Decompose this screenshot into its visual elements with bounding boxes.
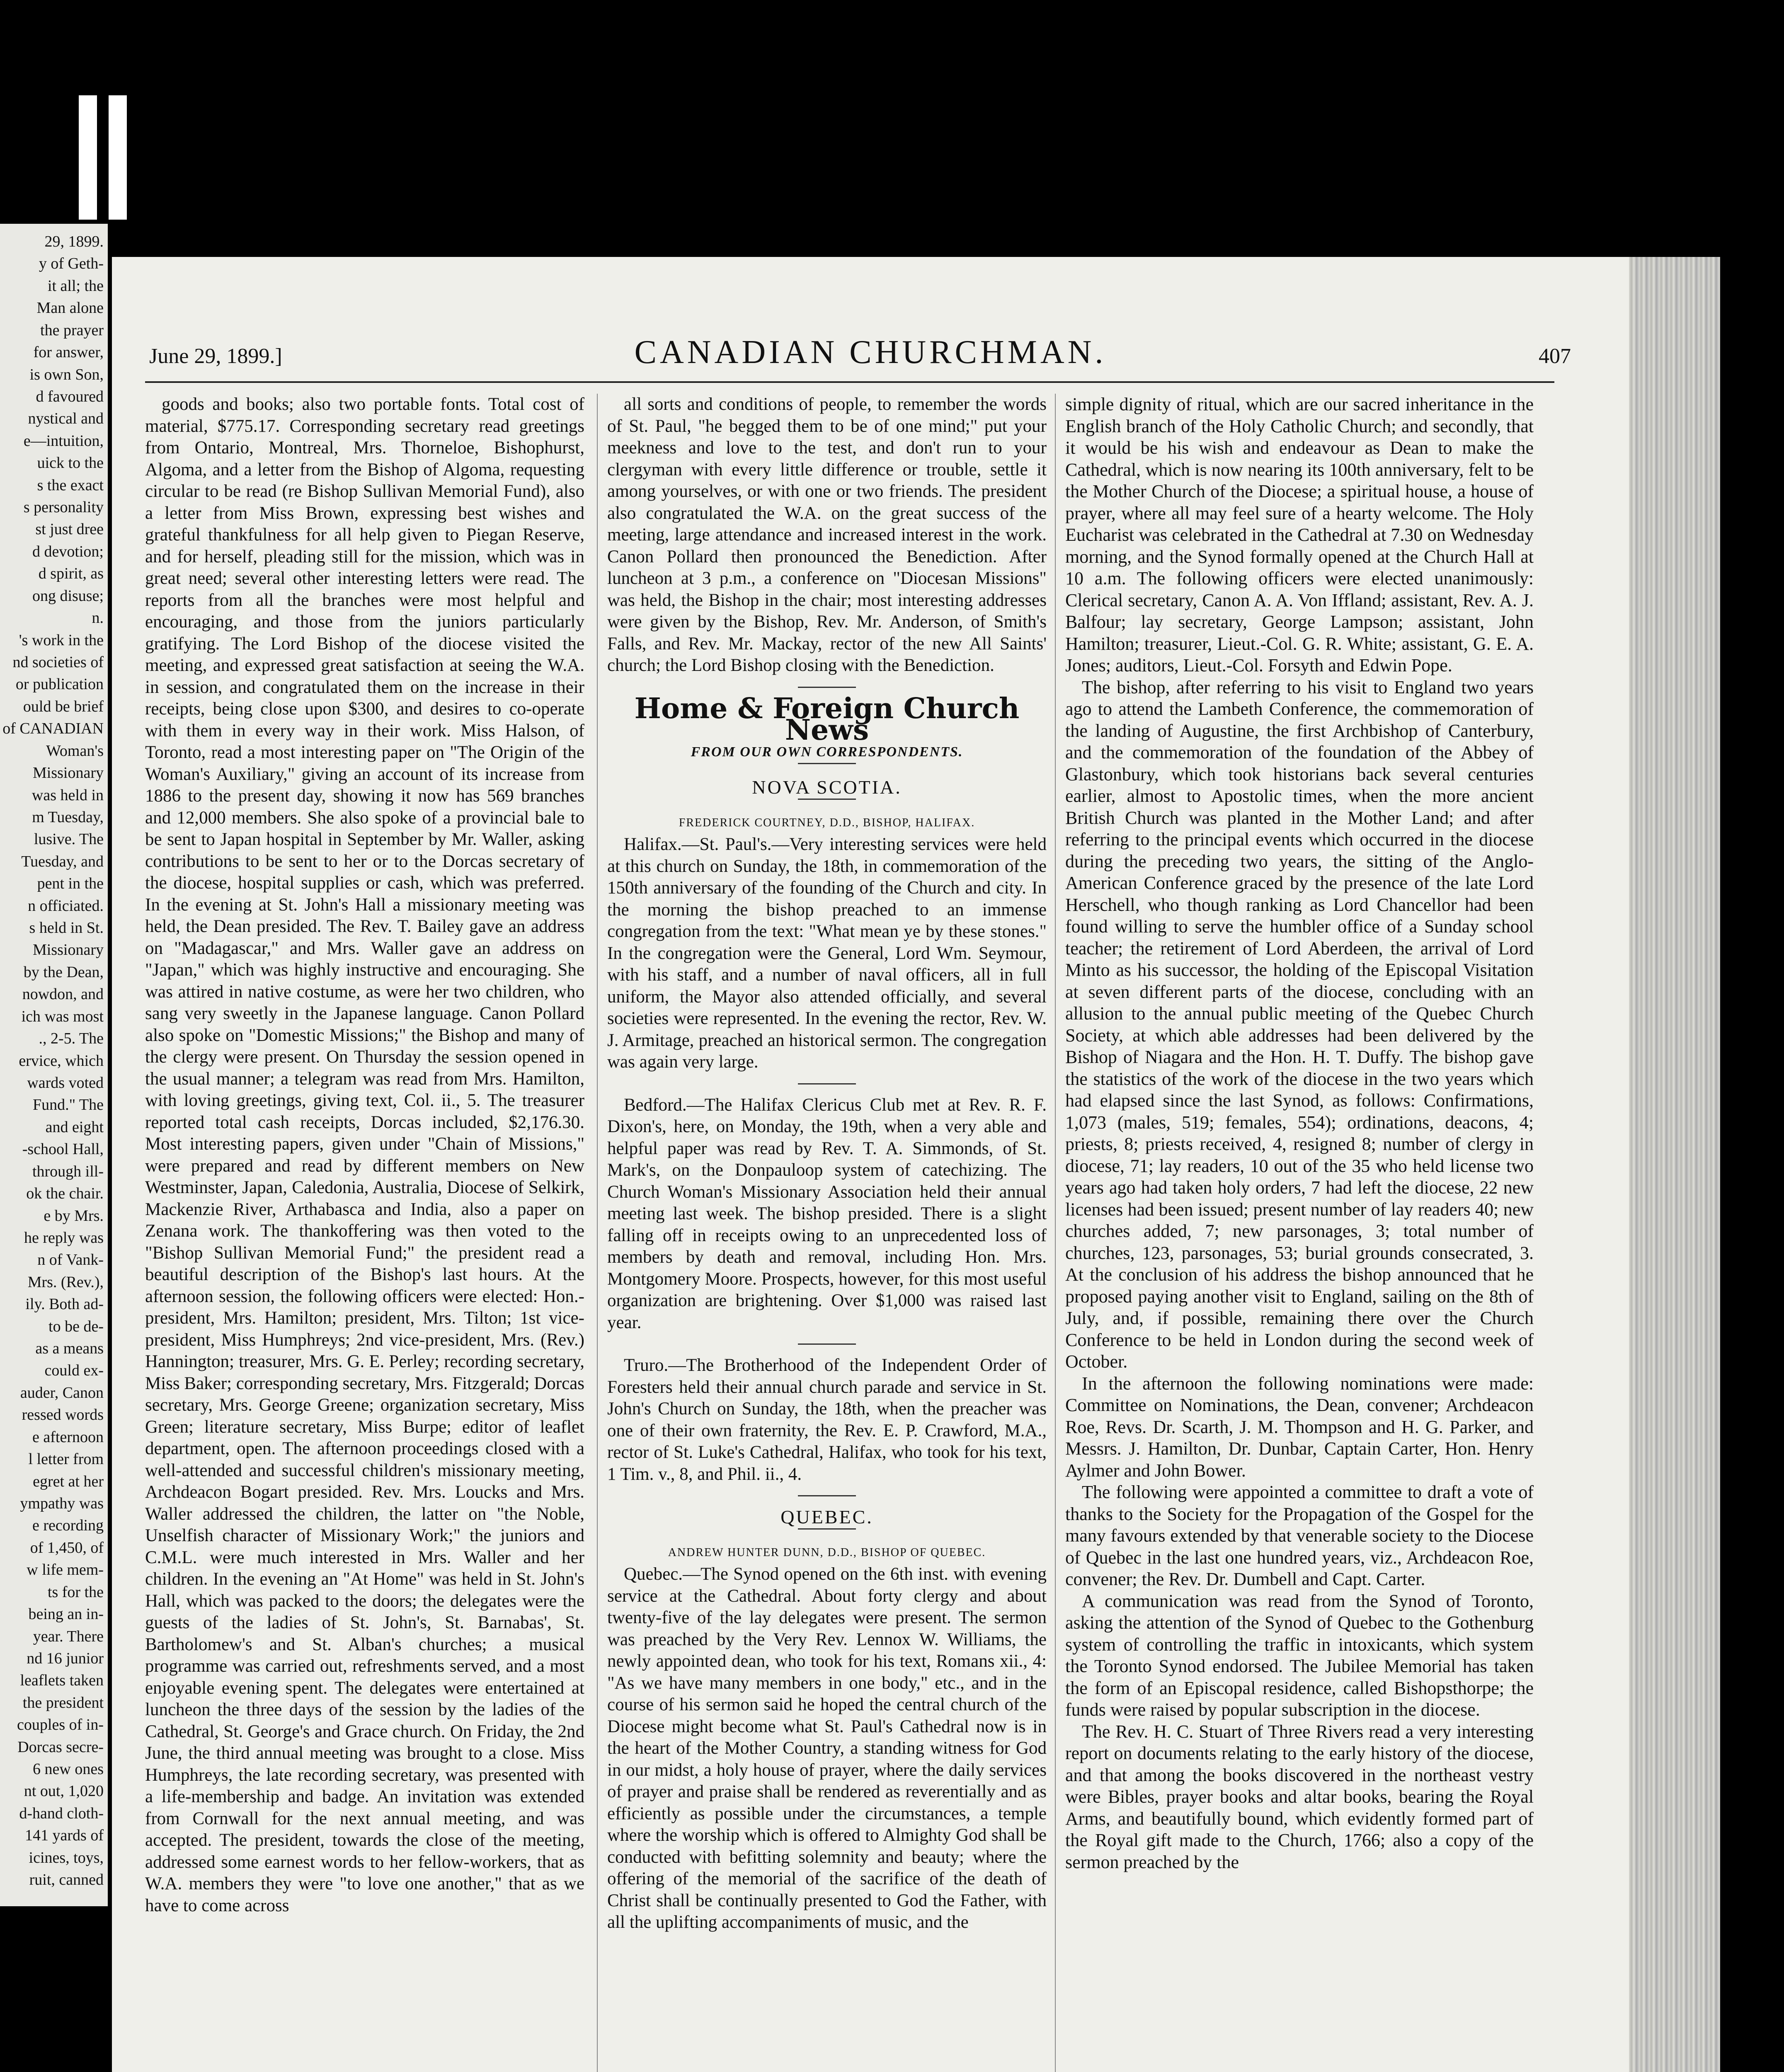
fragment-line: being an in-: [28, 1605, 104, 1623]
fragment-line: lusive. The: [34, 830, 104, 848]
fragment-line: e recording: [32, 1517, 104, 1535]
fragment-line: icines, toys,: [29, 1849, 104, 1866]
fragment-line: n.: [92, 609, 104, 627]
fragment-line: ervice, which: [19, 1052, 104, 1070]
page-number: 407: [1539, 344, 1571, 368]
fragment-line: nystical and: [28, 410, 104, 428]
section-rule: [798, 763, 856, 764]
fragment-line: nd societies of: [12, 654, 104, 671]
fragment-line: 's work in the: [19, 631, 104, 649]
fragment-line: e by Mrs.: [44, 1207, 104, 1225]
fragment-line: uick to the: [37, 454, 104, 472]
article-text: The bishop, after referring to his visit to England two years ago to attend the Lambeth Conference, the commemoration of the landing of Augustine, the first Archbishop of Canterbury, and the commemoration of the foundation of the Abbey of Glastonbury, which took historians back several centuries earlier, almost to Apostolic times, when the more ancient British Church was planted in the Mother Land; and after referring to the principal events which occurred in the diocese during the preceding two years, the sitting of the Anglo-American Conference graced by the presence of the late Lord Herschell, who though ranking as Lord Chancellor had been found willing to serve the humbler office of a Sunday school teacher; the retirement of Lord Aberdeen, the arrival of Lord Minto as his successor, the holding of the Episcopal Visitation at seven different parts of the diocese, concluding with an allusion to the annual public meeting of the Quebec Church Society, at which able addresses had been delivered by the Bishop of Niagara and the Hon. H. T. Duffy. The bishop gave the statistics of the work of the diocese in the two years which had elapsed since the last Synod, as follows: Confirmations, 1,073 (males, 519; females, 554); ordinations, deacons, 4; priests, 8; priests received, 4, resigned 8; number of clergy in diocese, 71; lay readers, 10 out of the 35 who held license two years ago had taken holy orders, 7 had left the diocese, 22 new licenses had been issued; present number of lay readers 40; new churches added, 7; new parsonages, 3; total number of churches, 123, parsonages, 53; burial grounds consecrated, 3. At the conclusion of his address the bishop announced that he proposed paying another visit to England, sailing on the 8th of July, and, if possible, remaining there over the Church Conference to be held in London during the second week of October.: [1065, 677, 1534, 1372]
page-edge-stack: [1629, 257, 1720, 2072]
fragment-line: and eight: [45, 1118, 104, 1136]
fragment-line: nowdon, and: [22, 985, 104, 1003]
fragment-line: e—intuition,: [23, 432, 104, 450]
section-subhead: FROM OUR OWN CORRESPONDENTS.: [691, 744, 963, 760]
fragment-line: was held in: [32, 786, 104, 804]
column-2: [607, 394, 1047, 1934]
article-text: simple dignity of ritual, which are our sacred inheritance in the English branch of the Holy Catholic Church; and secondly, that it would be his wish and endeavour as Dean to make the Cathedral, which is now nearing its 100th anniversary, felt to be the Mother Church of the Diocese; a spiritual house, a house of prayer, where all may feel sure of a hearty welcome. The Holy Eucharist was celebrated in the Cathedral at 7.30 on Wednesday morning, and the Synod formally opened at the Church Hall at 10 a.m. The following officers were elected unanimously: Clerical secretary, Canon A. A. Von Iffland; assistant, Rev. A. J. Balfour; lay secretary, George Lampson; assistant, John Hamilton; treasurer, Lieut.-Col. G. R. White; assistant, G. E. A. Jones; auditors, Lieut.-Col. Forsyth and Edwin Pope.: [1065, 394, 1534, 675]
fragment-line: Dorcas secre-: [17, 1738, 104, 1756]
fragment-line: as a means: [35, 1340, 104, 1358]
diocese-heading: NOVA SCOTIA.: [752, 777, 902, 798]
fragment-line: to be de-: [48, 1317, 104, 1335]
fragment-line: y of Geth-: [39, 255, 104, 273]
diocese-heading: QUEBEC.: [780, 1506, 873, 1527]
fragment-line: year. There: [33, 1627, 104, 1645]
page-header: [112, 257, 1629, 373]
fragment-line: d devotion;: [32, 542, 104, 560]
fragment-line: n of Vank-: [37, 1251, 104, 1269]
fragment-line: 6 new ones: [33, 1760, 104, 1778]
news-item: Bedford.—The Halifax Clericus Club met at Rev. R. F. Dixon's, here, on Monday, the 19th, when a very able and helpful paper was read by Rev. T. A. Simmonds, of St. Mark's, on the Donpauloop system of catechizing. The Church Woman's Missionary Association held their annual meeting last week. The bishop presided. There is a slight falling off in receipts owing to an unprecedented loss of members by death and removal, including Hon. Mrs. Montgomery Moore. Prospects, however, for this most useful organization are brightening. Over $1,000 was raised last year.: [607, 1095, 1047, 1332]
article-text: In the afternoon the following nominations were made: Committee on Nominations, the Dean, convener; Archdeacon Roe, Revs. Dr. Scarth, J. M. Thompson and H. G. Parker, and Messrs. J. Hamilton, Dr. Dunbar, Captain Carter, Hon. Henry Aylmer and John Bower.: [1065, 1373, 1534, 1481]
fragment-line: it all; the: [47, 277, 104, 295]
fragment-line: ich was most: [21, 1007, 104, 1025]
fragment-line: st just dree: [35, 520, 104, 538]
section-rule: [798, 799, 856, 800]
fragment-line: nd 16 junior: [27, 1649, 104, 1667]
fragment-line: Missionary: [33, 764, 104, 782]
fragment-line: ., 2-5. The: [39, 1030, 104, 1048]
fragment-line: d spirit, as: [38, 565, 104, 583]
fragment-line: d favoured: [36, 387, 104, 405]
fragment-line: ily. Both ad-: [25, 1295, 104, 1313]
section-rule: [798, 1528, 856, 1530]
bishop-line: ANDREW HUNTER DUNN, D.D., BISHOP OF QUEBEC.: [668, 1546, 986, 1559]
fragment-line: pent in the: [37, 875, 104, 893]
fragment-line: the prayer: [40, 321, 104, 339]
fragment-line: through ill-: [32, 1162, 104, 1180]
fragment-line: w life mem-: [27, 1561, 104, 1579]
fragment-line: m Tuesday,: [32, 808, 104, 826]
fragment-line: leaflets taken: [20, 1672, 104, 1690]
fragment-line: ympathy was: [20, 1495, 104, 1512]
article-divider: [798, 1495, 856, 1496]
fragment-line: the president: [22, 1694, 104, 1711]
fragment-line: l letter from: [28, 1450, 104, 1468]
column-rule-1: [597, 394, 598, 2072]
header-rule: [145, 381, 1554, 383]
fragment-line: s held in St.: [29, 919, 104, 937]
bishop-line: FREDERICK COURTNEY, D.D., BISHOP, HALIFAX.: [679, 816, 975, 829]
article-divider: [798, 687, 856, 688]
fragment-line: couples of in-: [17, 1716, 104, 1734]
fragment-line: -school Hall,: [22, 1140, 104, 1158]
fragment-line: ressed words: [22, 1406, 104, 1424]
fragment-line: 29, 1899.: [44, 233, 104, 250]
article-divider: [798, 1083, 856, 1084]
fragment-line: of 1,450, of: [30, 1539, 104, 1556]
fragment-line: ong disuse;: [32, 587, 104, 605]
fragment-line: ok the chair.: [26, 1185, 104, 1203]
fragment-line: 141 yards of: [25, 1827, 104, 1844]
fragment-line: Fund." The: [32, 1096, 104, 1114]
fragment-line: Tuesday, and: [21, 852, 104, 870]
fragment-line: Missionary: [33, 941, 104, 959]
news-item: Halifax.—St. Paul's.—Very interesting services were held at this church on Sunday, the 18th, in commemoration of the 150th anniversary of the founding of the Church and city. In the morning the bishop preached to an immense congregation from the text: "What mean ye by these stones." In the congregation were the General, Lord Wm. Seymour, with his staff, and a number of naval officers, all in full uniform, the Mayor also attended officially, and several societies were represented. In the evening the rector, Rev. W. J. Armitage, preached an historical sermon. The congregation was again very large.: [607, 835, 1047, 1072]
fragment-line: ould be brief: [23, 697, 104, 715]
fragment-line: s the exact: [37, 476, 104, 494]
news-item: Quebec.—The Synod opened on the 6th inst. with evening service at the Cathedral. About forty clergy and about twenty-five of the lay delegates were present. The sermon was preached by the Very Rev. Lennox W. Williams, the newly appointed dean, who took for his text, Romans xii., 4: "As we have many members in one body," etc., and in the course of his sermon said he hoped the central church of the Diocese might become what St. Paul's Cathedral now is in the heart of the Mother Country, a standing witness for God in our midst, a holy house of prayer, where the daily services of prayer and praise shall be rendered as reverentially and as efficiently as possible under the circumstances, a temple where the worship which is offered to Almighty God shall be conducted with befitting solemnity and beauty; where the offering of the memorial of the sacrifice of the death of Christ shall be continually presented to God the Father, with all the uplifting accompaniments of music, and the: [607, 1564, 1047, 1932]
news-item: Truro.—The Brotherhood of the Independent Order of Foresters held their annual church parade and service in St. John's Church on Sunday, the 18th, when the preacher was one of their own fraternity, the Rev. E. P. Crawford, M.A., rector of St. Luke's Cathedral, Halifax, who took for his text, 1 Tim. v., 8, and Phil. ii., 4.: [607, 1356, 1047, 1484]
fragment-line: wards voted: [27, 1074, 104, 1092]
fragment-line: auder, Canon: [20, 1384, 104, 1402]
fragment-line: n officiated.: [28, 897, 104, 915]
fragment-line: Man alone: [36, 299, 104, 317]
fragment-line: ruit, canned: [29, 1871, 104, 1889]
fragment-line: he reply was: [24, 1229, 104, 1247]
article-text: The following were appointed a committee to draft a vote of thanks to the Society for the Propagation of the Gospel for the many favours extended by that venerable society to the Diocese of Quebec in the last one hundred years, viz., Archdeacon Roe, convener; the Rev. Dr. Dumbell and Capt. Carter.: [1065, 1482, 1534, 1589]
fragment-line: Mrs. (Rev.),: [27, 1273, 104, 1291]
article-text: The Rev. H. C. Stuart of Three Rivers read a very interesting report on documents relating to the early history of the diocese, and that among the books discovered in the northeast vestry were Bibles, prayer books and altar books, bearing the Royal Arms, and beautifully bound, which evidently formed part of the Royal gift made to the Church, 1766; also a copy of the sermon preached by the: [1065, 1721, 1534, 1872]
fragment-line: by the Dean,: [23, 963, 104, 981]
fragment-line: of CANADIAN: [2, 720, 104, 738]
fragment-line: is own Son,: [29, 366, 104, 383]
newspaper-page: [112, 257, 1629, 2072]
fragment-line: for answer,: [33, 344, 104, 361]
article-text: goods and books; also two portable fonts. Total cost of material, $775.17. Corresponding secretary read greetings from Ontario, Montreal, Mrs. Thorneloe, Bishophurst, Algoma, and a letter from the Bishop of Algoma, requesting circular to be read (re Bishop Sullivan Memorial Fund), also a letter from Miss Brown, expressing best wishes and grateful thankfulness for all help given to Piegan Reserve, and for herself, pleading still for the mission, which was in great need; several other interesting letters were read. The reports from all the branches were most helpful and encouraging, and those from the juniors particularly gratifying. The Lord Bishop of the diocese visited the meeting, and expressed great satisfaction at seeing the W.A. in session, and congratulated them on the increase in their receipts, being close upon $300, and desires to co-operate with them in every way in their work. Miss Halson, of Toronto, read a most interesting paper on "The Origin of the Woman's Auxiliary," giving an account of its increase from 1886 to the present day, showing it now has 569 branches and 12,000 members. She also spoke of a provincial bale to be sent to Japan hospital in September by Mr. Waller, asking contributions to be sent to her or to the Dorcas secretary of the diocese, hospital supplies or cash, which was preferred. In the evening at St. John's Hall a missionary meeting was held, the Dean presided. The Rev. T. Bailey gave an address on "Madagascar," and Mrs. Waller gave an address on "Japan," which was highly instructive and encouraging. She was attired in native costume, as were her two children, who sang very sweetly in the Japanese language. Canon Pollard also spoke on "Domestic Missions;" the Bishop and many of the clergy were present. On Thursday the session opened in the usual manner; a telegram was read from Mrs. Hamilton, with loving greetings, giving text, Col. ii., 5. The treasurer reported total cash receipts, Dorcas included, $2,176.30. Most interesting papers, given under "Chain of Missions," were prepared and read by different members on New Westminster, Japan, Caledonia, Australia, Diocese of Selkirk, Mackenzie River, Arthabasca and India, also a paper on Zenana work. The thankoffering was then voted to the "Bishop Sullivan Memorial Fund;" the president read a beautiful description of the Bishop's last hours. At the afternoon session, the following officers were elected: Hon.-president, Mrs. Hamilton; president, Mrs. Tilton; 1st vice-president, Miss Humphreys; 2nd vice-president, Mrs. (Rev.) Hannington; treasurer, Mrs. G. E. Perley; recording secretary, Miss Baker; corresponding secretary, Mrs. Fitzgerald; Dorcas secretary, Mrs. George Greene; organization secretary, Miss Green; literature secretary, Miss Burpe; editor of leaflet department, open. The afternoon proceedings closed with a well-attended and successful children's missionary meeting, Archdeacon Bogart presided. Rev. Mrs. Loucks and Mrs. Waller addressed the children, the latter on "the Noble, Unselfish character of Missionary Work;" the juniors and C.M.L. were much interested in Mrs. Waller and her children. In the evening an "At Home" was held in St. John's Hall, which was packed to the doors; the delegates were the guests of the ladies of St. John's, St. Barnabas', St. Bartholomew's and St. Alban's churches; a musical programme was carried out, refreshments served, and a most enjoyable evening spent. The delegates were entertained at luncheon the three days of the session by the ladies of the Cathedral, St. George's and Grace church. On Friday, the 2nd June, the third annual meeting was brought to a close. Miss Humphreys, the late recording secretary, was presented with a life-membership and badge. An invitation was extended from Cornwall for the next annual meeting, and was accepted. The president, towards the close of the meeting, addressed some earnest words to her fellow-workers, that as W.A. members they were "to love one another," that as we have to come across: [145, 395, 584, 1915]
article-divider: [798, 1343, 856, 1345]
section-masthead: Home & Foreign Church News: [634, 692, 1020, 747]
fragment-line: d-hand cloth-: [19, 1804, 104, 1822]
fragment-line: s personality: [23, 499, 104, 516]
fragment-line: e afternoon: [32, 1428, 104, 1446]
column-3: [1065, 394, 1534, 1873]
article-text: A communication was read from the Synod of Toronto, asking the attention of the Synod of Quebec to the Gothenburg system of controlling the traffic in intoxicants, which system the Toronto Synod endorsed. The Jubilee Memorial has taken the form of an Episcopal residence, called Bishopsthorpe; the funds were raised by popular subscription in the diocese.: [1065, 1590, 1534, 1720]
film-bar-left-top-2: [109, 95, 127, 220]
publication-title: CANADIAN CHURCHMAN.: [634, 334, 1107, 370]
fragment-line: nt out, 1,020: [24, 1782, 104, 1800]
column-rule-2: [1055, 394, 1056, 2072]
previous-page-fragment: [0, 224, 108, 1906]
fragment-line: could ex-: [44, 1362, 104, 1380]
column-1: [145, 394, 584, 1917]
article-text: all sorts and conditions of people, to remember the words of St. Paul, "he begged them to be of one mind;" put your meekness and love to the test, and don't run to your clergyman with every little difference or trouble, settle it among yourselves, or with one or two friends. The president also congratulated the W.A. on the great success of the meeting, large attendance and increased interest in the work. Canon Pollard then pronounced the Benediction. After luncheon at 3 p.m., a conference on "Diocesan Missions" was held, the Bishop in the chair; most interesting addresses were given by the Bishop, Rev. Mr. Anderson, of Smith's Falls, and Rev. Mr. Mackay, rector of the new All Saints' church; the Lord Bishop closing with the Benediction.: [607, 395, 1047, 675]
fragment-line: ts for the: [47, 1583, 104, 1601]
fragment-line: egret at her: [33, 1472, 104, 1490]
issue-date: June 29, 1899.]: [149, 344, 282, 368]
fragment-line: or publication: [15, 675, 104, 693]
fragment-line: Woman's: [46, 742, 104, 760]
film-bar-left-top-1: [79, 95, 97, 220]
